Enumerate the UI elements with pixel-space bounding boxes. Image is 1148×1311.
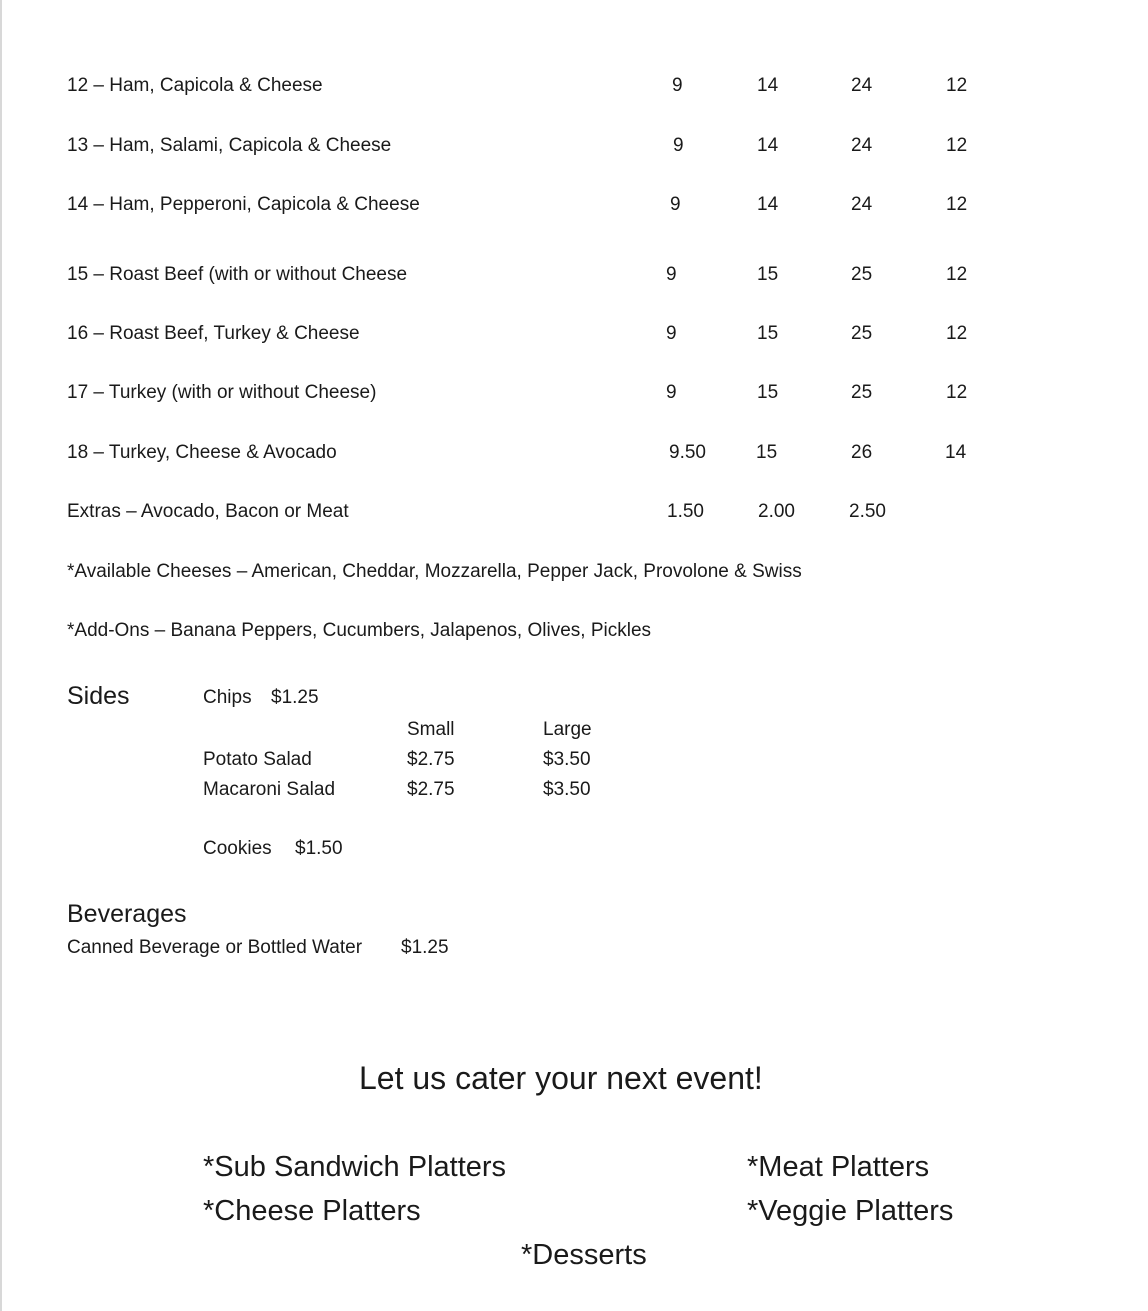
menu-item-name: 15 – Roast Beef (with or without Cheese (67, 264, 408, 285)
price-col-2: 15 (757, 323, 779, 344)
menu-item-row (0, 381, 1148, 405)
beverage-label: Canned Beverage or Bottled Water (67, 937, 363, 958)
chips-label: Chips (203, 687, 252, 708)
beverage-price: $1.25 (401, 937, 449, 958)
menu-item-name: 12 – Ham, Capicola & Cheese (67, 75, 323, 96)
price-col-3: 24 (851, 75, 873, 96)
price-col-3: 26 (851, 442, 873, 463)
price-col-1: 9 (666, 382, 677, 403)
menu-item-name: 13 – Ham, Salami, Capicola & Cheese (67, 135, 392, 156)
menu-item-row (0, 441, 1148, 465)
cookies-label: Cookies (203, 838, 272, 859)
small-header: Small (407, 719, 455, 740)
side-item-name: Macaroni Salad (203, 779, 336, 800)
price-col-1: 9 (670, 194, 681, 215)
price-col-2: 15 (757, 264, 779, 285)
menu-item-row (0, 322, 1148, 346)
side-small-price: $2.75 (407, 779, 455, 800)
price-col-2: 14 (757, 194, 779, 215)
price-col-3: 25 (851, 382, 873, 403)
sides-heading: Sides (67, 682, 130, 710)
extras-name: Extras – Avocado, Bacon or Meat (67, 501, 349, 522)
price-col-3: 24 (851, 135, 873, 156)
veggie-platters: *Veggie Platters (747, 1195, 954, 1227)
price-col-2: 15 (756, 442, 778, 463)
sub-sandwich-platters: *Sub Sandwich Platters (203, 1151, 507, 1183)
price-col-4: 12 (946, 135, 968, 156)
menu-item-name: 14 – Ham, Pepperoni, Capicola & Cheese (67, 194, 420, 215)
price-col-3: 25 (851, 323, 873, 344)
menu-item-name: 18 – Turkey, Cheese & Avocado (67, 442, 337, 463)
menu-item-row (0, 193, 1148, 217)
price-col-4: 12 (946, 194, 968, 215)
desserts: *Desserts (521, 1239, 647, 1271)
addons-note: *Add-Ons – Banana Peppers, Cucumbers, Jalapenos, Olives, Pickles (67, 620, 652, 641)
side-item-name: Potato Salad (203, 749, 312, 770)
price-col-2: 14 (757, 75, 779, 96)
price-col-4: 12 (946, 323, 968, 344)
price-col-3: 25 (851, 264, 873, 285)
price-col-2: 2.00 (758, 501, 795, 522)
price-col-1: 1.50 (667, 501, 704, 522)
price-col-3: 24 (851, 194, 873, 215)
price-col-1: 9 (672, 75, 683, 96)
price-col-1: 9.50 (669, 442, 706, 463)
cookies-price: $1.50 (295, 838, 343, 859)
menu-item-row (0, 263, 1148, 287)
chips-price: $1.25 (271, 687, 319, 708)
large-header: Large (543, 719, 592, 740)
price-col-2: 15 (757, 382, 779, 403)
beverages-heading: Beverages (67, 900, 187, 928)
menu-item-row (0, 134, 1148, 158)
price-col-4: 12 (946, 264, 968, 285)
catering-headline: Let us cater your next event! (359, 1060, 763, 1096)
menu-item-row (0, 74, 1148, 98)
side-large-price: $3.50 (543, 749, 591, 770)
side-small-price: $2.75 (407, 749, 455, 770)
price-col-4: 12 (946, 75, 968, 96)
cheeses-note: *Available Cheeses – American, Cheddar, Mozzarella, Pepper Jack, Provolone & Swiss (67, 561, 802, 582)
price-col-1: 9 (673, 135, 684, 156)
extras-row (0, 500, 1148, 524)
price-col-1: 9 (666, 264, 677, 285)
price-col-4: 14 (945, 442, 967, 463)
price-col-2: 14 (757, 135, 779, 156)
price-col-3: 2.50 (849, 501, 886, 522)
menu-item-name: 16 – Roast Beef, Turkey & Cheese (67, 323, 360, 344)
meat-platters: *Meat Platters (747, 1151, 930, 1183)
menu-item-name: 17 – Turkey (with or without Cheese) (67, 382, 377, 403)
price-col-4: 12 (946, 382, 968, 403)
cheese-platters: *Cheese Platters (203, 1195, 421, 1227)
price-col-1: 9 (666, 323, 677, 344)
side-large-price: $3.50 (543, 779, 591, 800)
